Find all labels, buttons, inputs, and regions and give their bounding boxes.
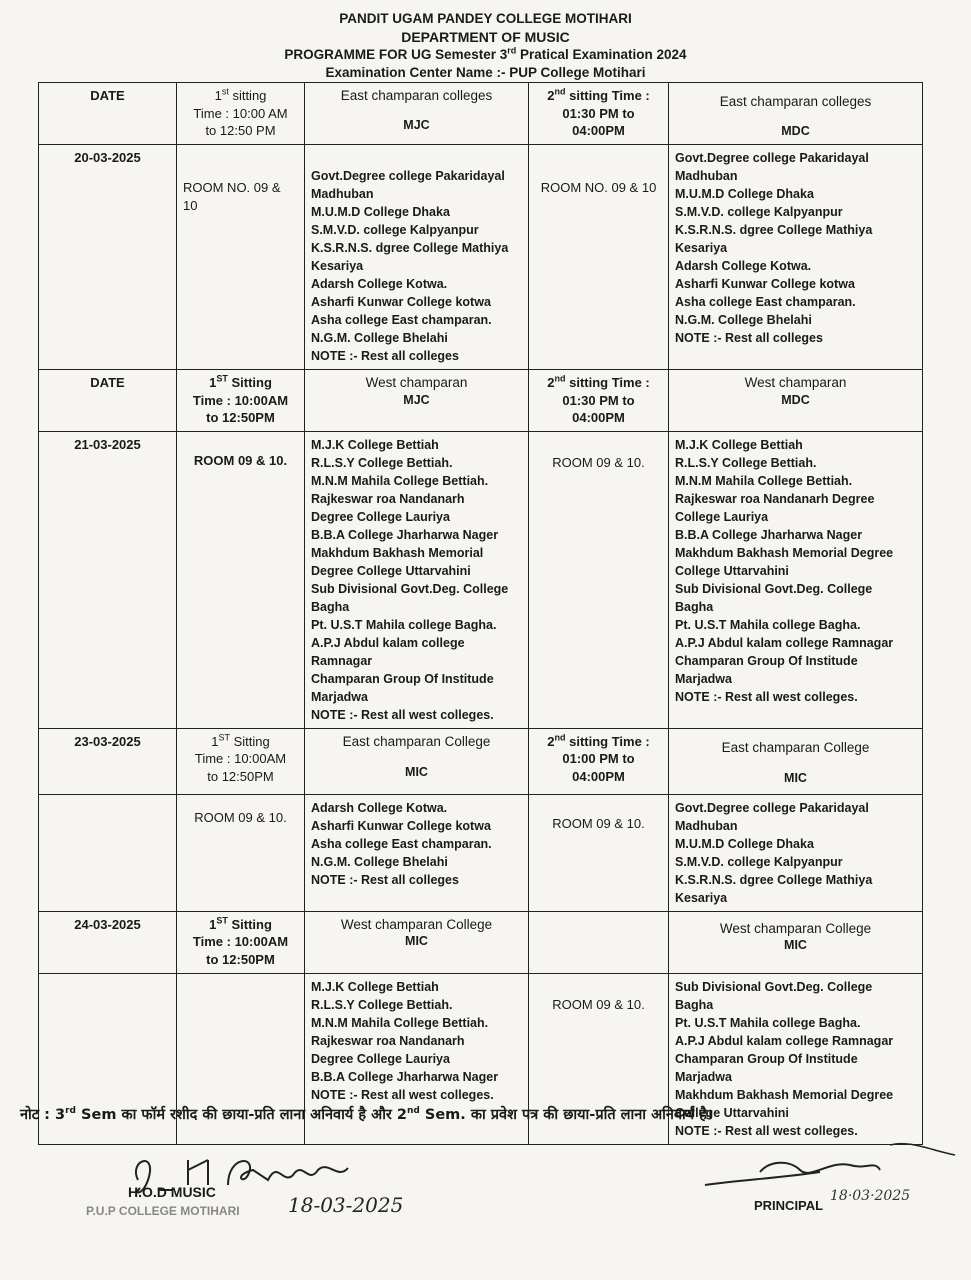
room-number: ROOM NO. 09 & 10	[529, 145, 669, 370]
table-header-row	[39, 370, 923, 432]
mic-colleges-header: West champaran College MIC	[305, 911, 529, 973]
first-sitting-header: 1ST Sitting Time : 10:00AM to 12:50PM	[177, 728, 305, 794]
room-number: ROOM 09 & 10.	[177, 431, 305, 728]
exam-date: 23-03-2025	[39, 728, 177, 794]
table-row	[39, 794, 923, 911]
mjc-colleges-header: West champaran MJC	[305, 370, 529, 432]
empty-cell	[39, 794, 177, 911]
table-row	[39, 431, 923, 728]
second-sitting-header: 2nd sitting Time : 01:30 PM to 04:00PM	[529, 83, 669, 145]
room-number: ROOM 09 & 10.	[529, 794, 669, 911]
exam-date: 24-03-2025	[39, 911, 177, 973]
hod-label: H.O.D MUSIC	[128, 1184, 216, 1200]
principal-signature	[700, 1130, 960, 1220]
mic-colleges-header: East champaran College MIC	[305, 728, 529, 794]
date-header: DATE	[39, 370, 177, 432]
mjc-colleges-header: East champaran colleges MJC	[305, 83, 529, 145]
svg-text:18-03-2025: 18-03-2025	[288, 1193, 404, 1217]
exam-date: 21-03-2025	[39, 431, 177, 728]
college-list: Adarsh College Kotwa. Asharfi Kunwar College kotwa Asha college East champaran. N.G.M. College Bhelahi NOTE :- Rest all colleges	[305, 794, 529, 911]
svg-text:18·03·2025: 18·03·2025	[830, 1188, 911, 1204]
second-sitting-header: 2nd sitting Time : 01:00 PM to 04:00PM	[529, 728, 669, 794]
mdc-colleges-header: West champaran MDC	[669, 370, 923, 432]
date-header: DATE	[39, 83, 177, 145]
room-number: ROOM 09 & 10.	[177, 794, 305, 911]
footer-note: नोट : 3rd Sem का फॉर्म रशीद की छाया-प्रति लाना अनिवार्य है और 2nd Sem. का प्रवेश पत्र की छाया-प्रति लाना अनिवार्य है।	[20, 1106, 713, 1123]
first-sitting-header: 1st sitting Time : 10:00 AM to 12:50 PM	[177, 83, 305, 145]
mdc-colleges-header: East champaran colleges MDC	[669, 83, 923, 145]
college-list: Govt.Degree college Pakaridayal Madhuban M.U.M.D College Dhaka S.M.V.D. college Kalpyanpur K.S.R.N.S. dgree College Mathiya Kesariya	[669, 794, 923, 911]
college-name: PANDIT UGAM PANDEY COLLEGE MOTIHARI	[339, 11, 632, 26]
room-number: ROOM 09 & 10.	[529, 973, 669, 1144]
college-list: Govt.Degree college Pakaridayal Madhuban M.U.M.D College Dhaka S.M.V.D. college Kalpyanpur K.S.R.N.S. dgree College Mathiya Kesariya Adarsh College Kotwa. Asharfi Kunwar College kotwa Asha college East champaran. N.G.M. College Bhelahi NOTE :- Rest all colleges	[305, 145, 529, 370]
mic-colleges-header: West champaran College MIC	[669, 911, 923, 973]
room-number: ROOM 09 & 10.	[529, 431, 669, 728]
empty-cell	[529, 911, 669, 973]
department-name: DEPARTMENT OF MUSIC	[401, 29, 570, 45]
college-list: M.J.K College Bettiah R.L.S.Y College Bettiah. M.N.M Mahila College Bettiah. Rajkeswar roa Nandanarh Degree College Lauriya B.B.A College Jharharwa Nager NOTE :- Rest all west colleges.	[305, 973, 529, 1144]
table-row	[39, 145, 923, 370]
college-stamp-line: P.U.P COLLEGE MOTIHARI	[86, 1204, 240, 1218]
room-number: ROOM NO. 09 & 10	[177, 145, 305, 370]
table-header-row	[39, 83, 923, 145]
principal-label: PRINCIPAL	[754, 1198, 824, 1213]
college-list: Sub Divisional Govt.Deg. College Bagha Pt. U.S.T Mahila college Bagha. A.P.J Abdul kalam college Ramnagar Champaran Group Of Institude Marjadwa Makhdum Bakhash Memorial Degree College Uttarvahini NOTE :- Rest all west colleges.	[669, 973, 923, 1144]
document-header	[0, 10, 971, 82]
first-sitting-header: 1ST Sitting Time : 10:00AM to 12:50PM	[177, 370, 305, 432]
exam-date: 20-03-2025	[39, 145, 177, 370]
exam-center-name: Examination Center Name :- PUP College Motihari	[325, 65, 646, 80]
mic-colleges-header: East champaran College MIC	[669, 728, 923, 794]
college-list: Govt.Degree college Pakaridayal Madhuban M.U.M.D College Dhaka S.M.V.D. college Kalpyanpur K.S.R.N.S. dgree College Mathiya Kesariya Adarsh College Kotwa. Asharfi Kunwar College kotwa Asha college East champaran. N.G.M. College Bhelahi NOTE :- Rest all colleges	[669, 145, 923, 370]
programme-title: PROGRAMME FOR UG Semester 3rd Pratical Examination 2024	[284, 45, 687, 62]
college-list: M.J.K College Bettiah R.L.S.Y College Bettiah. M.N.M Mahila College Bettiah. Rajkeswar roa Nandanarh Degree College Lauriya B.B.A College Jharharwa Nager Makhdum Bakhash Memorial Degree College Uttarvahini Sub Divisional Govt.Deg. College Bagha Pt. U.S.T Mahila college Bagha. A.P.J Abdul kalam college Ramnagar Champaran Group Of Institude Marjadwa NOTE :- Rest all west colleges.	[669, 431, 923, 728]
college-list: M.J.K College Bettiah R.L.S.Y College Bettiah. M.N.M Mahila College Bettiah. Rajkeswar roa Nandanarh Degree College Lauriya B.B.A College Jharharwa Nager Makhdum Bakhash Memorial Degree College Uttarvahini Sub Divisional Govt.Deg. College Bagha Pt. U.S.T Mahila college Bagha. A.P.J Abdul kalam college Ramnagar Champaran Group Of Institude Marjadwa NOTE :- Rest all west colleges.	[305, 431, 529, 728]
table-header-row	[39, 728, 923, 794]
second-sitting-header: 2nd sitting Time : 01:30 PM to 04:00PM	[529, 370, 669, 432]
exam-schedule-table	[38, 82, 923, 1145]
table-header-row	[39, 911, 923, 973]
first-sitting-header: 1ST Sitting Time : 10:00AM to 12:50PM	[177, 911, 305, 973]
